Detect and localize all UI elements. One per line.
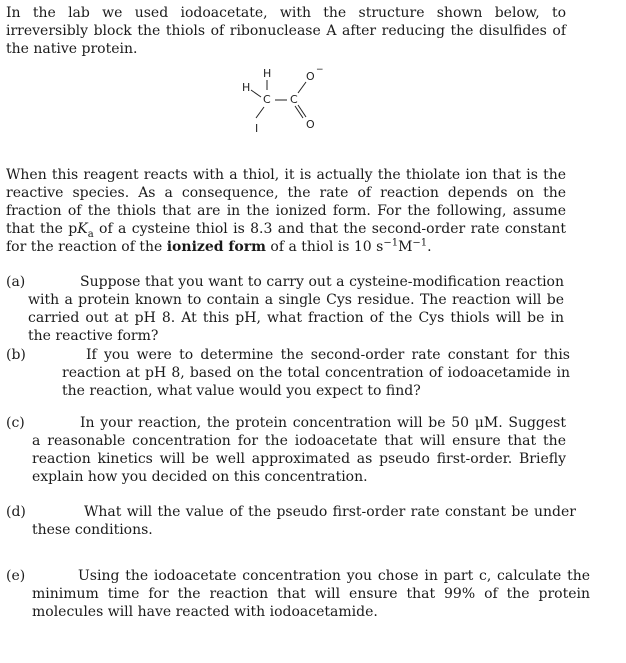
question-b-text: If you were to determine the second-order rate constant for this reaction at pH 8, based on the total concentration of iodoacetamide in the reaction, what value would you expect to find? xyxy=(62,347,570,399)
iodoacetate-structure xyxy=(232,66,332,138)
question-e-text: Using the iodoacetate concentration you chose in part c, calculate the minimum time for the reaction that will ensure that 99% of the protein molecules will have reacted with iodoacetamide. xyxy=(32,568,590,620)
para2-text-3: of a thiol is 10 s xyxy=(265,239,384,255)
bond-c-o-double-b xyxy=(298,105,306,117)
atom-o-double: O xyxy=(306,118,315,131)
question-d-text: What will the value of the pseudo first-order rate constant be under these conditions. xyxy=(32,504,576,538)
para2-text-1: When this reagent reacts with a thiol, it is actually the thiolate ion that is the reactive species. As a consequence, the rate of reaction depends on the fraction of the thiols that are in the ionized form. For the following, assume that the p xyxy=(6,167,566,237)
para2-text-5: . xyxy=(427,239,432,255)
question-b-label: (b) xyxy=(6,347,26,363)
atom-o-minus: O xyxy=(306,70,315,83)
bond-c-i xyxy=(256,107,264,118)
pka-k: K xyxy=(77,221,88,237)
atom-c2: C xyxy=(290,93,298,106)
unit-exp-1: −1 xyxy=(383,237,399,249)
charge-minus: − xyxy=(316,66,324,75)
question-a-label: (a) xyxy=(6,274,26,290)
atom-h-left: H xyxy=(242,81,251,94)
atom-i: I xyxy=(255,122,259,135)
question-e-label: (e) xyxy=(6,568,26,584)
bond-c-o-double-a xyxy=(295,106,303,118)
intro-paragraph: In the lab we used iodoacetate, with the structure shown below, to irreversibly block the thiols of ribonuclease A after reducing the disulfides of the native protein. xyxy=(6,5,566,57)
atom-h-top: H xyxy=(263,67,272,80)
atom-c1: C xyxy=(263,93,271,106)
bond-c-o-single xyxy=(298,82,306,93)
bond-c-h-left xyxy=(251,90,261,97)
para2-text-4: M xyxy=(398,239,413,255)
pka-subscript: a xyxy=(87,228,94,240)
ionized-form-bold: ionized form xyxy=(166,239,266,255)
question-a-text: Suppose that you want to carry out a cysteine-modification reaction with a protein known to contain a single Cys residue. The reaction will be carried out at pH 8. At this pH, what fraction of the Cys thiols will be in the reactive form? xyxy=(28,274,564,344)
para2-text-2: of a cysteine thiol is 8.3 and that the second-order rate constant for the reaction of the xyxy=(6,221,566,255)
question-d-label: (d) xyxy=(6,504,26,520)
unit-exp-2: −1 xyxy=(412,237,428,249)
question-c-text: In your reaction, the protein concentration will be 50 μM. Suggest a reasonable concentration for the iodoacetate that will ensure that the reaction kinetics will be well approximated as pseudo first-order. Briefly explain how you decided on this concentration. xyxy=(32,415,566,485)
question-c-label: (c) xyxy=(6,415,25,431)
reaction-description xyxy=(6,166,566,256)
